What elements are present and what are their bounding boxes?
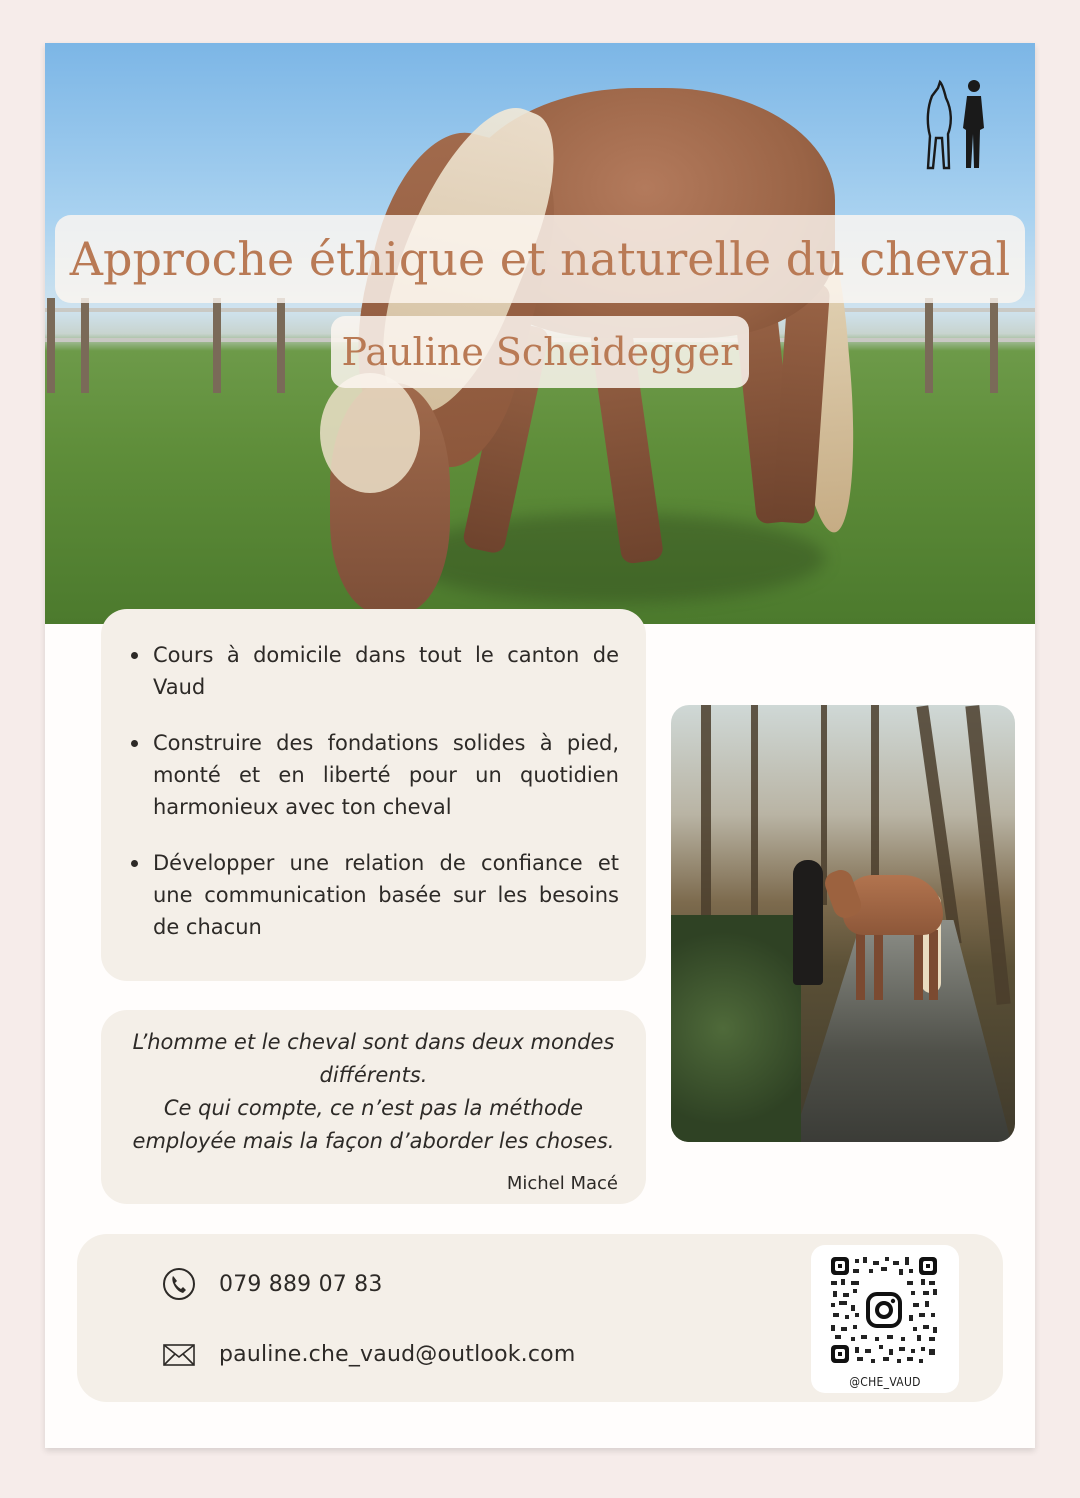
phone-row (161, 1266, 383, 1302)
email-row (161, 1336, 575, 1372)
services-card (101, 609, 646, 981)
email-address[interactable]: pauline.che_vaud@outlook.com (219, 1341, 576, 1367)
envelope-icon (161, 1336, 197, 1372)
list-item: Construire des fondations solides à pied, monté et en liberté pour un quotidien harmonieux avec ton cheval (153, 727, 619, 823)
quote-card (101, 1010, 646, 1204)
instagram-qr-box[interactable] (811, 1245, 959, 1393)
title-banner (55, 215, 1025, 303)
qr-code-icon (829, 1255, 939, 1365)
horse-and-rider-logo-icon (918, 76, 998, 176)
flyer-page (45, 43, 1035, 1448)
list-item: Développer une relation de confiance et une communication basée sur les besoins de chacun (153, 847, 619, 943)
name-banner (331, 316, 749, 388)
list-item: Cours à domicile dans tout le canton de Vaud (153, 639, 619, 703)
phone-number[interactable]: 079 889 07 83 (219, 1271, 383, 1297)
services-list (153, 639, 632, 943)
forest-stream-photo (671, 705, 1015, 1142)
instagram-handle: @CHE_VAUD (849, 1375, 921, 1389)
quote-line-2: Ce qui compte, ce n’est pas la méthode employée mais la façon d’aborder les choses. (132, 1096, 615, 1153)
instructor-name: Pauline Scheidegger (341, 330, 739, 374)
hero-photo-grazing-horse (45, 43, 1035, 624)
page-title: Approche éthique et naturelle du cheval (69, 232, 1011, 286)
quote-line-1: L’homme et le cheval sont dans deux mondes différents. (132, 1030, 615, 1087)
phone-icon (161, 1266, 197, 1302)
quote-author: Michel Macé (506, 1173, 618, 1194)
